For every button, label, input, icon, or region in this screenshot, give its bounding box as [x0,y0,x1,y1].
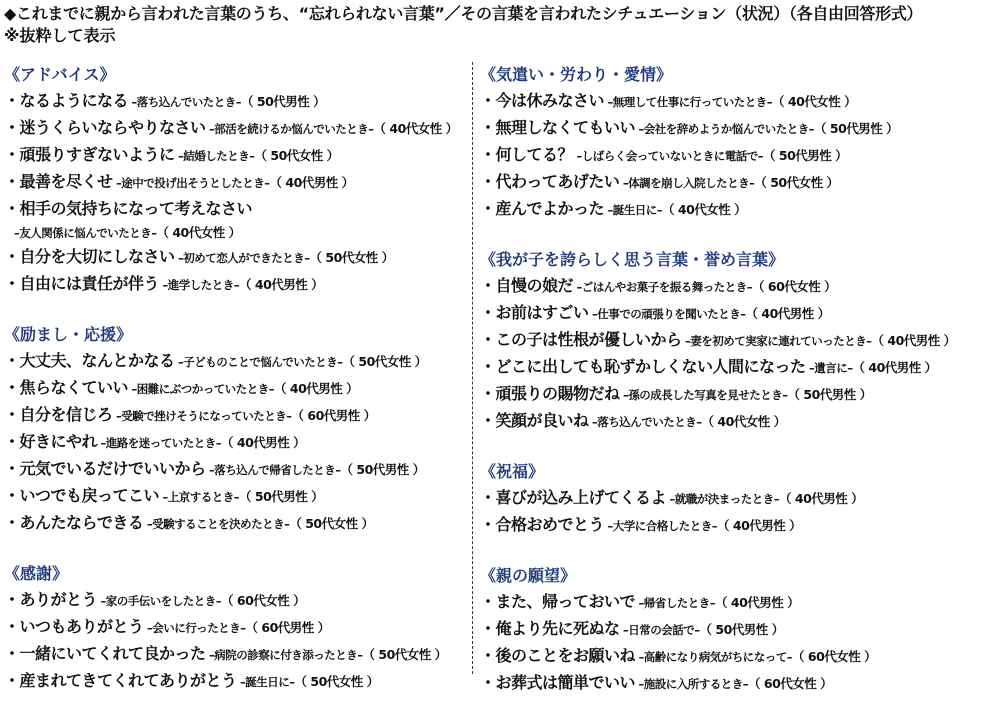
section-heading: 《親の願望》 [480,566,577,585]
situation: –施設に入所するとき– [635,677,749,691]
section-heading: 《祝福》 [480,462,545,481]
situation: –無理して仕事に行っていたとき– [604,95,773,109]
respondent: （ 40代女性 ） [772,94,857,109]
quote-phrase: ・元気でいるだけでいいから [4,459,206,478]
quote-phrase: ・自分を大切にしなさい [4,247,175,266]
respondent: （ 50代女性 ） [362,647,447,662]
respondent: （ 60代男性 ） [245,620,330,635]
situation: –子どものことで悩んでいたとき– [174,355,343,369]
respondent: （ 50代男性 ） [814,121,899,136]
section-gratitude [4,563,464,695]
respondent: （ 40代女性 ） [373,121,458,136]
list-item [4,641,464,668]
list-item [480,485,995,512]
list-item [4,375,464,402]
quote-phrase: ・最善を尽くせ [4,172,113,191]
list-item [4,196,464,244]
right-column [480,64,995,723]
respondent: （ 40代女性 ） [662,202,747,217]
list-item [4,88,464,115]
list-item [4,483,464,510]
situation: –会社を辞めようか悩んでいたとき– [635,122,815,136]
quote-phrase: ・いつもありがとう [4,617,144,636]
respondent: （ 50代女性 ） [254,148,339,163]
section-care [480,64,995,223]
respondent: （ 60代女性 ） [221,593,306,608]
quote-phrase: ・どこに出しても恥ずかしくない人間になった [480,357,806,376]
situation: –進路を迷っていたとき– [97,436,222,450]
quote-phrase: ・無理しなくてもいい [480,118,636,137]
quote-phrase: ・迷うくらいならやりなさい [4,118,206,137]
situation: –しばらく会っていないときに電話で– [573,149,764,163]
respondent: （ 40代男性 ） [274,381,359,396]
situation: –途中で投げ出そうとしたとき– [112,176,270,190]
quote-phrase: ・頑張りすぎないように [4,145,175,164]
situation: –孫の成長した写真を見せたとき– [619,388,788,402]
list-item [480,327,995,354]
list-item [480,670,995,697]
section-heading: 《アドバイス》 [4,65,116,84]
situation: –仕事での頑張りを聞いたとき– [588,307,746,321]
quote-phrase: ・産まれてきてくれてありがとう [4,671,237,690]
quote-phrase: ・笑顔が良いね [480,411,589,430]
left-column [4,64,464,721]
quote-phrase: ・産んでよかった [480,199,605,218]
quote-phrase: ・あんたならできる [4,513,144,532]
quote-phrase: ・ありがとう [4,590,98,609]
quote-phrase: ・喜びが込み上げてくるよ [480,488,667,507]
respondent: （ 50代女性 ） [754,175,839,190]
list-item [480,643,995,670]
quote-phrase: ・今は休みなさい [480,91,605,110]
situation: –大学に合格したとき– [604,519,718,533]
situation: –上京するとき– [159,490,240,504]
quote-phrase: ・俺より先に死ぬな [480,619,620,638]
situation: –進学したとき– [159,278,240,292]
quote-phrase: ・自由には責任が伴う [4,274,160,293]
section-praise [480,249,995,435]
list-item [480,88,995,115]
list-item [4,348,464,375]
respondent: （ 40代男性 ） [871,333,956,348]
situation: –友人関係に悩んでいたとき– [14,226,157,240]
respondent: （ 40代男性 ） [852,360,937,375]
section-parents-wishes [480,565,995,697]
list-item [480,408,995,435]
list-item [4,668,464,695]
respondent: （ 60代男性 ） [291,408,376,423]
situation: –困難にぶつかっていたとき– [128,382,275,396]
quote-phrase: ・お前はすごい [480,303,589,322]
list-item [480,354,995,381]
respondent: （ 50代男性 ） [239,489,324,504]
situation: –ごはんやお菓子を振る舞ったとき– [573,280,753,294]
list-item [4,510,464,537]
quote-phrase: ・お葬式は簡単でいい [480,673,636,692]
situation: –就職が決まったとき– [666,492,780,506]
quote-phrase: ・焦らなくていい [4,378,129,397]
situation: –高齢になり病気がちになって– [635,650,793,664]
list-item [4,169,464,196]
situation: –帰省したとき– [635,596,716,610]
section-blessing [480,461,995,539]
respondent: （ 60代女性 ） [792,649,877,664]
situation-line [4,221,464,244]
situation: –落ち込んでいたとき– [128,95,242,109]
respondent: （ 40代女性 ） [156,225,241,240]
respondent: （ 60代女性 ） [748,676,833,691]
respondent: （ 40代男性 ） [779,491,864,506]
quote-phrase: ・頑張りの賜物だね [480,384,620,403]
respondent: （ 60代女性 ） [752,279,837,294]
situation: –体調を崩し入院したとき– [619,176,755,190]
list-item [480,589,995,616]
section-heading: 《励まし・応援》 [4,325,133,344]
quote-phrase: ・好きにやれ [4,432,98,451]
respondent: （ 40代男性 ） [239,277,324,292]
list-item [4,429,464,456]
respondent: （ 40代男性 ） [221,435,306,450]
situation: –妻を初めて実家に連れていったとき– [681,334,872,348]
respondent: （ 40代男性 ） [269,175,354,190]
situation: –受験することを決めたとき– [143,517,290,531]
quote-phrase: ・なるようになる [4,91,129,110]
respondent: （ 50代男性 ） [241,94,326,109]
situation: –遺言に– [805,361,853,375]
quote-phrase: ・大丈夫、なんとかなる [4,351,175,370]
respondent: （ 50代男性 ） [787,387,872,402]
situation: –会いに行ったとき– [143,621,246,635]
situation: –日常の会話で– [619,623,700,637]
situation: –落ち込んでいたとき– [588,415,702,429]
list-item [480,273,995,300]
situation: –家の手伝いをしたとき– [97,594,222,608]
list-item [480,196,995,223]
column-divider [472,62,473,674]
list-item [4,115,464,142]
list-item [4,587,464,614]
respondent: （ 40代男性 ） [715,595,800,610]
respondent: （ 40代男性 ） [717,518,802,533]
quote-phrase: ・後のことをお願いね [480,646,636,665]
list-item [480,115,995,142]
quote-phrase: ・この子は性根が優しいから [480,330,682,349]
situation: –誕生日に– [604,203,663,217]
respondent: （ 50代男性 ） [340,462,425,477]
list-item [480,169,995,196]
situation: –誕生日に– [236,675,295,689]
quote-phrase: ・何してる？ [480,145,574,164]
quote-phrase: ・合格おめでとう [480,515,605,534]
section-encouragement [4,324,464,537]
quote-phrase: ・いつでも戻ってこい [4,486,160,505]
list-item [4,614,464,641]
respondent: （ 50代女性 ） [342,354,427,369]
list-item [4,244,464,271]
list-item [4,402,464,429]
respondent: （ 50代女性 ） [309,250,394,265]
excerpt-note: ※抜粋して表示 [4,26,116,45]
situation: –部活を続けるか悩んでいたとき– [205,122,374,136]
section-heading: 《我が子を誇らしく思う言葉・誉め言葉》 [480,250,785,269]
quote-phrase: ・自分を信じろ [4,405,113,424]
situation: –病院の診察に付き添ったとき– [205,648,363,662]
list-item [4,271,464,298]
quote-phrase: ・代わってあげたい [480,172,620,191]
list-item [480,512,995,539]
list-item [480,616,995,643]
section-heading: 《感謝》 [4,564,69,583]
list-item [480,300,995,327]
situation: –初めて恋人ができたとき– [174,251,310,265]
section-heading: 《気遣い・労わり・愛情》 [480,65,673,84]
list-item [480,142,995,169]
quote-phrase: ・相手の気持ちになって考えなさい [4,199,253,218]
quote-phrase: ・一緒にいてくれて良かった [4,644,206,663]
respondent: （ 50代男性 ） [699,622,784,637]
quote-phrase: ・自慢の娘だ [480,276,574,295]
respondent: （ 50代女性 ） [294,674,379,689]
list-item [4,142,464,169]
list-item [4,456,464,483]
respondent: （ 40代女性 ） [701,414,786,429]
list-item [480,381,995,408]
situation: –落ち込んで帰省したとき– [205,463,341,477]
page-title: ◆これまでに親から言われた言葉のうち、“忘れられない言葉”／その言葉を言われたシチュエーション（状況）（各自由回答形式） [4,4,923,23]
respondent: （ 50代女性 ） [289,516,374,531]
section-advice [4,64,464,298]
respondent: （ 40代男性 ） [745,306,830,321]
quote-phrase: ・また、帰っておいで [480,592,636,611]
situation: –受験で挫けそうになっていたとき– [112,409,292,423]
situation: –結婚したとき– [174,149,255,163]
respondent: （ 50代男性 ） [763,148,848,163]
